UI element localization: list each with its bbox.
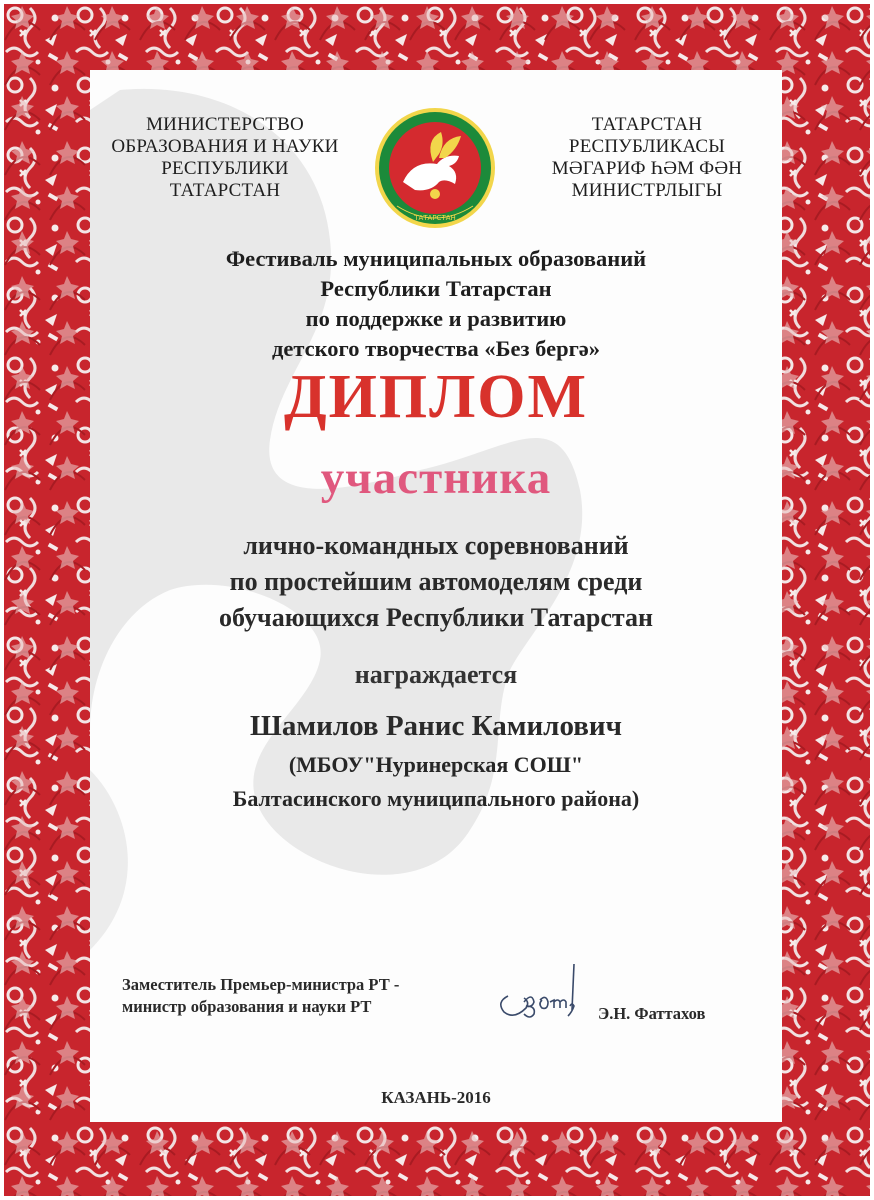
certificate-sheet (90, 70, 782, 1122)
recipient-name: Шамилов Ранис Камилович (250, 710, 622, 742)
festival-title: Фестиваль муниципальных образований Республики Татарстан по поддержке и развитию детского творчества «Без бергә» (225, 246, 647, 361)
event-description: лично-командных соревнований по простейшим автомоделям среди обучающихся Республики Татарстан (219, 531, 653, 632)
handwritten-signature (490, 960, 590, 1032)
emblem-text: ТАТАРСТАН (414, 214, 456, 222)
diploma-title: ДИПЛОМ (283, 363, 589, 431)
signer-name: Э.Н. Фаттахов (598, 1004, 706, 1023)
ministry-name-ru: МИНИСТЕРСТВО ОБРАЗОВАНИЯ И НАУКИ РЕСПУБЛИКИ ТАТАРСТАН (111, 114, 339, 201)
city-year: КАЗАНЬ-2016 (381, 1088, 491, 1107)
signer-position: Заместитель Премьер-министра РТ - министр образования и науки РТ (122, 975, 400, 1016)
tatarstan-emblem-icon (373, 106, 497, 230)
ministry-name-tt: ТАТАРСТАН РЕСПУБЛИКАСЫ МӘГАРИФ ҺӘМ ФӘН МИНИСТРЛЫГЫ (551, 114, 743, 201)
diploma-subtitle: участника (320, 452, 552, 504)
recipient-school: (МБОУ"Нуринерская СОШ" Балтасинского муниципального района) (232, 752, 640, 811)
awarded-label: награждается (354, 660, 518, 689)
